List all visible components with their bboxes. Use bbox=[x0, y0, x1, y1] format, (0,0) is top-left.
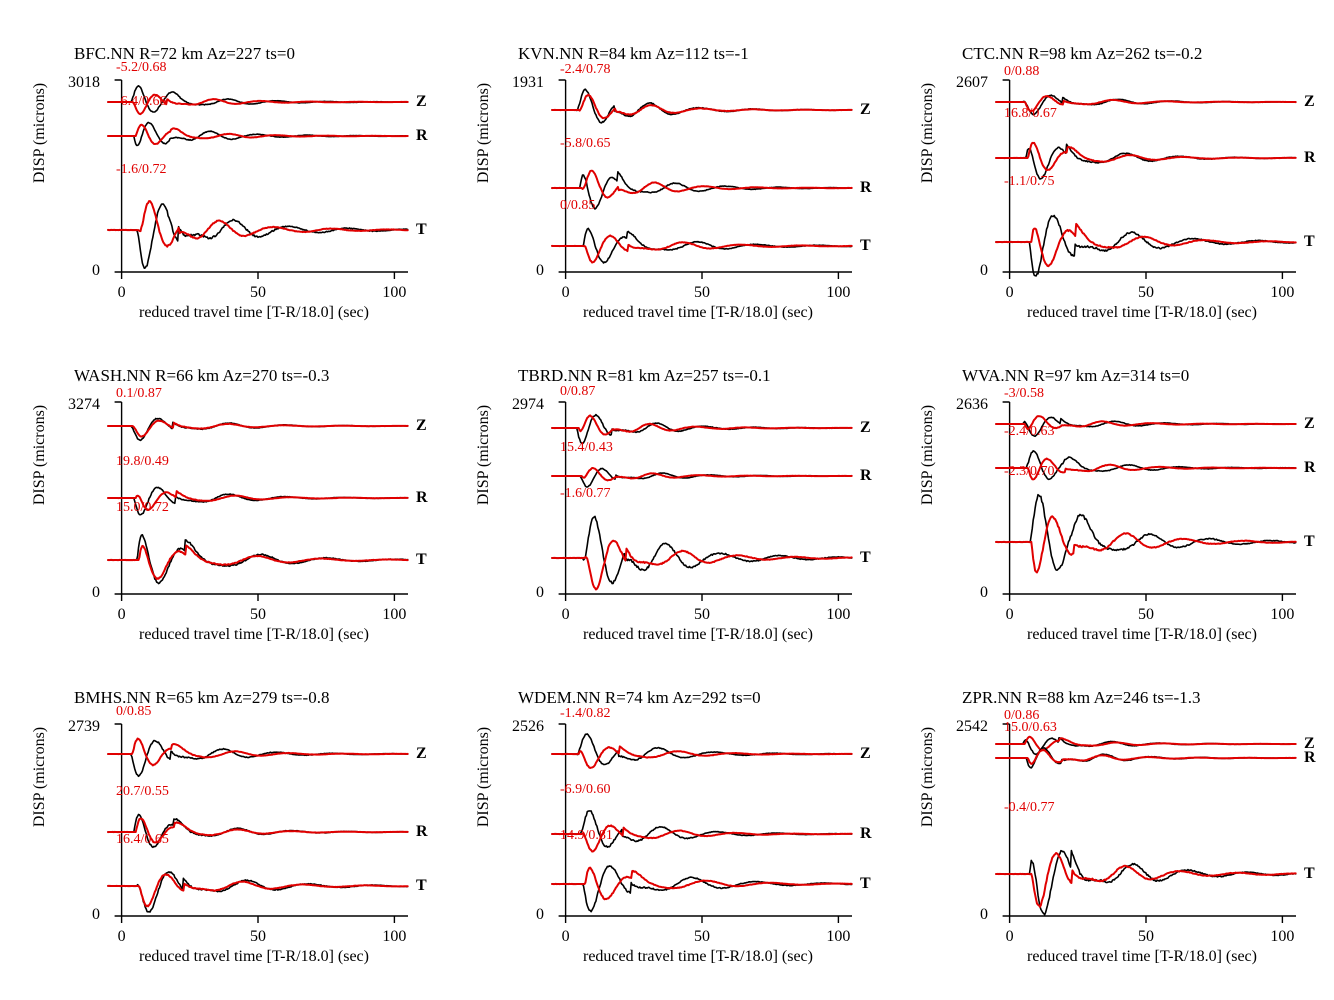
x-tick-label: 50 bbox=[694, 928, 710, 945]
fit-annotation: -5.2/0.68 bbox=[116, 60, 167, 75]
x-axis-label: reduced travel time [T-R/18.0] (sec) bbox=[1027, 948, 1257, 965]
fit-annotation: 0/0.87 bbox=[560, 384, 596, 399]
fit-annotation: 0/0.88 bbox=[1004, 64, 1040, 79]
station-panel bbox=[892, 32, 1334, 342]
y-axis-max-label: 2739 bbox=[68, 718, 100, 735]
station-panel bbox=[4, 354, 448, 664]
y-axis-min-label: 0 bbox=[92, 584, 100, 601]
station-panel bbox=[892, 354, 1334, 664]
panel-title: KVN.NN R=84 km Az=112 ts=-1 bbox=[518, 44, 749, 63]
y-axis-label: DISP (microns) bbox=[475, 404, 492, 506]
x-axis-label: reduced travel time [T-R/18.0] (sec) bbox=[1027, 304, 1257, 321]
synthetic-trace bbox=[552, 95, 852, 118]
observed-trace bbox=[108, 741, 408, 777]
x-axis-label: reduced travel time [T-R/18.0] (sec) bbox=[583, 948, 813, 965]
y-axis-label: DISP (microns) bbox=[919, 82, 936, 184]
y-axis-max-label: 2974 bbox=[512, 396, 544, 413]
panel-title: WVA.NN R=97 km Az=314 ts=0 bbox=[962, 366, 1190, 385]
y-axis-max-label: 2636 bbox=[956, 396, 988, 413]
x-tick-label: 0 bbox=[561, 928, 570, 945]
x-tick-label: 50 bbox=[250, 606, 266, 623]
observed-trace bbox=[552, 516, 852, 583]
synthetic-trace bbox=[552, 746, 852, 768]
station-panel bbox=[448, 354, 892, 664]
x-tick-label: 100 bbox=[826, 606, 851, 623]
panel-title: WDEM.NN R=74 km Az=292 ts=0 bbox=[518, 688, 761, 707]
component-label-z: Z bbox=[860, 745, 871, 762]
x-tick-label: 100 bbox=[1270, 284, 1295, 301]
station-panel bbox=[4, 32, 448, 342]
station-panel bbox=[448, 32, 892, 342]
fit-annotation: -6.9/0.60 bbox=[560, 782, 611, 797]
x-tick-label: 50 bbox=[694, 284, 710, 301]
y-axis-label: DISP (microns) bbox=[475, 726, 492, 828]
component-label-t: T bbox=[1304, 865, 1315, 882]
x-tick-label: 50 bbox=[250, 928, 266, 945]
fit-annotation: 0.1/0.87 bbox=[116, 386, 162, 401]
component-label-r: R bbox=[1304, 149, 1316, 166]
x-axis-label: reduced travel time [T-R/18.0] (sec) bbox=[139, 948, 369, 965]
y-axis-min-label: 0 bbox=[980, 262, 988, 279]
x-axis-label: reduced travel time [T-R/18.0] (sec) bbox=[583, 304, 813, 321]
y-axis-max-label: 2542 bbox=[956, 718, 988, 735]
x-tick-label: 50 bbox=[250, 284, 266, 301]
synthetic-trace bbox=[996, 750, 1296, 764]
observed-trace bbox=[108, 535, 408, 584]
x-tick-label: 100 bbox=[826, 928, 851, 945]
component-label-r: R bbox=[416, 489, 428, 506]
y-axis-min-label: 0 bbox=[92, 906, 100, 923]
waveform-canvas bbox=[996, 724, 1296, 916]
fit-annotation: 15.4/0.43 bbox=[560, 440, 613, 455]
x-axis-label: reduced travel time [T-R/18.0] (sec) bbox=[139, 304, 369, 321]
x-tick-label: 100 bbox=[1270, 606, 1295, 623]
fit-annotation: -1.6/0.72 bbox=[116, 162, 167, 177]
waveform-canvas bbox=[108, 402, 408, 594]
y-axis-label: DISP (microns) bbox=[31, 726, 48, 828]
fit-annotation: -1.4/0.82 bbox=[560, 706, 611, 721]
y-axis-min-label: 0 bbox=[92, 262, 100, 279]
component-label-t: T bbox=[416, 877, 427, 894]
y-axis-max-label: 2607 bbox=[956, 74, 988, 91]
y-axis-label: DISP (microns) bbox=[919, 404, 936, 506]
x-tick-label: 100 bbox=[1270, 928, 1295, 945]
fit-annotation: 0/0.86 bbox=[1004, 708, 1040, 723]
y-axis-label: DISP (microns) bbox=[475, 82, 492, 184]
component-label-r: R bbox=[416, 127, 428, 144]
fit-annotation: -2.4/0.78 bbox=[560, 62, 611, 77]
fit-annotation: 14.9/0.81 bbox=[560, 828, 613, 843]
y-axis-min-label: 0 bbox=[980, 584, 988, 601]
x-tick-label: 0 bbox=[117, 606, 126, 623]
x-tick-label: 100 bbox=[826, 284, 851, 301]
x-tick-label: 50 bbox=[694, 606, 710, 623]
component-label-r: R bbox=[860, 467, 872, 484]
component-label-z: Z bbox=[1304, 415, 1315, 432]
x-tick-label: 50 bbox=[1138, 284, 1154, 301]
fit-annotation: -2.3/0.70 bbox=[1004, 464, 1055, 479]
synthetic-trace bbox=[996, 853, 1296, 907]
panel-title: TBRD.NN R=81 km Az=257 ts=-0.1 bbox=[518, 366, 771, 385]
y-axis-max-label: 2526 bbox=[512, 718, 544, 735]
fit-annotation: 16.4/0.65 bbox=[116, 832, 169, 847]
component-label-r: R bbox=[860, 825, 872, 842]
component-label-t: T bbox=[860, 875, 871, 892]
fit-annotation: -6.4/0.66 bbox=[116, 94, 167, 109]
panel-title: WASH.NN R=66 km Az=270 ts=-0.3 bbox=[74, 366, 330, 385]
x-tick-label: 0 bbox=[1005, 606, 1014, 623]
synthetic-trace bbox=[108, 546, 408, 580]
synthetic-trace bbox=[552, 415, 852, 434]
synthetic-trace bbox=[108, 874, 408, 906]
y-axis-min-label: 0 bbox=[536, 906, 544, 923]
fit-annotation: 16.8/0.67 bbox=[1004, 106, 1057, 121]
fit-annotation: -2.4/0.63 bbox=[1004, 424, 1055, 439]
component-label-t: T bbox=[1304, 533, 1315, 550]
component-label-z: Z bbox=[1304, 735, 1315, 752]
fit-annotation: 20.7/0.55 bbox=[116, 784, 169, 799]
component-label-r: R bbox=[1304, 459, 1316, 476]
y-axis-label: DISP (microns) bbox=[31, 82, 48, 184]
x-tick-label: 0 bbox=[117, 928, 126, 945]
waveform-canvas bbox=[108, 724, 408, 916]
panel-title: BFC.NN R=72 km Az=227 ts=0 bbox=[74, 44, 295, 63]
panel-title: BMHS.NN R=65 km Az=279 ts=-0.8 bbox=[74, 688, 330, 707]
x-axis-label: reduced travel time [T-R/18.0] (sec) bbox=[139, 626, 369, 643]
component-label-t: T bbox=[1304, 233, 1315, 250]
synthetic-trace bbox=[552, 468, 852, 480]
synthetic-trace bbox=[552, 171, 852, 198]
component-label-t: T bbox=[416, 551, 427, 568]
component-label-t: T bbox=[860, 549, 871, 566]
plot-area bbox=[108, 724, 408, 916]
station-panel bbox=[4, 676, 448, 986]
component-label-z: Z bbox=[416, 93, 427, 110]
fit-annotation: 0/0.85 bbox=[116, 704, 152, 719]
x-tick-label: 50 bbox=[1138, 928, 1154, 945]
fit-annotation: 15.0/0.63 bbox=[1004, 720, 1057, 735]
x-tick-label: 100 bbox=[382, 606, 407, 623]
observed-trace bbox=[552, 866, 852, 912]
synthetic-trace bbox=[552, 541, 852, 590]
synthetic-trace bbox=[996, 516, 1296, 572]
x-tick-label: 50 bbox=[1138, 606, 1154, 623]
component-label-z: Z bbox=[860, 101, 871, 118]
fit-annotation: -0.4/0.77 bbox=[1004, 800, 1055, 815]
plot-area bbox=[996, 724, 1296, 916]
component-label-z: Z bbox=[416, 417, 427, 434]
component-label-t: T bbox=[416, 221, 427, 238]
fit-annotation: -1.6/0.77 bbox=[560, 486, 611, 501]
x-tick-label: 0 bbox=[1005, 928, 1014, 945]
x-tick-label: 0 bbox=[561, 284, 570, 301]
component-label-z: Z bbox=[1304, 93, 1315, 110]
waveform-canvas bbox=[552, 724, 852, 916]
synthetic-trace bbox=[996, 143, 1296, 170]
x-tick-label: 0 bbox=[1005, 284, 1014, 301]
fit-annotation: 19.8/0.49 bbox=[116, 454, 169, 469]
plot-area bbox=[552, 724, 852, 916]
panel-title: ZPR.NN R=88 km Az=246 ts=-1.3 bbox=[962, 688, 1201, 707]
x-axis-label: reduced travel time [T-R/18.0] (sec) bbox=[1027, 626, 1257, 643]
x-tick-label: 0 bbox=[561, 606, 570, 623]
observed-trace bbox=[108, 872, 408, 912]
x-axis-label: reduced travel time [T-R/18.0] (sec) bbox=[583, 626, 813, 643]
x-tick-label: 100 bbox=[382, 284, 407, 301]
waveform-canvas bbox=[552, 80, 852, 272]
y-axis-max-label: 3274 bbox=[68, 396, 100, 413]
station-panel bbox=[448, 676, 892, 986]
plot-area bbox=[552, 80, 852, 272]
panel-title: CTC.NN R=98 km Az=262 ts=-0.2 bbox=[962, 44, 1203, 63]
component-label-r: R bbox=[860, 179, 872, 196]
y-axis-label: DISP (microns) bbox=[31, 404, 48, 506]
fit-annotation: 0/0.85 bbox=[560, 198, 596, 213]
observed-trace bbox=[552, 89, 852, 123]
fit-annotation: 15.0/0.72 bbox=[116, 500, 169, 515]
station-panel bbox=[892, 676, 1334, 986]
component-label-z: Z bbox=[860, 419, 871, 436]
y-axis-max-label: 3018 bbox=[68, 74, 100, 91]
y-axis-min-label: 0 bbox=[536, 584, 544, 601]
fit-annotation: -1.1/0.75 bbox=[1004, 174, 1055, 189]
x-tick-label: 0 bbox=[117, 284, 126, 301]
plot-area bbox=[108, 402, 408, 594]
observed-trace bbox=[108, 204, 408, 268]
y-axis-max-label: 1931 bbox=[512, 74, 544, 91]
fit-annotation: -3/0.58 bbox=[1004, 386, 1045, 401]
y-axis-min-label: 0 bbox=[536, 262, 544, 279]
component-label-t: T bbox=[860, 237, 871, 254]
observed-trace bbox=[996, 738, 1296, 755]
x-tick-label: 100 bbox=[382, 928, 407, 945]
observed-trace bbox=[108, 419, 408, 441]
component-label-z: Z bbox=[416, 745, 427, 762]
fit-annotation: -5.8/0.65 bbox=[560, 136, 611, 151]
axis-lines bbox=[1003, 724, 1296, 923]
y-axis-min-label: 0 bbox=[980, 906, 988, 923]
y-axis-label: DISP (microns) bbox=[919, 726, 936, 828]
component-label-r: R bbox=[416, 823, 428, 840]
component-label-r: R bbox=[1304, 749, 1316, 766]
